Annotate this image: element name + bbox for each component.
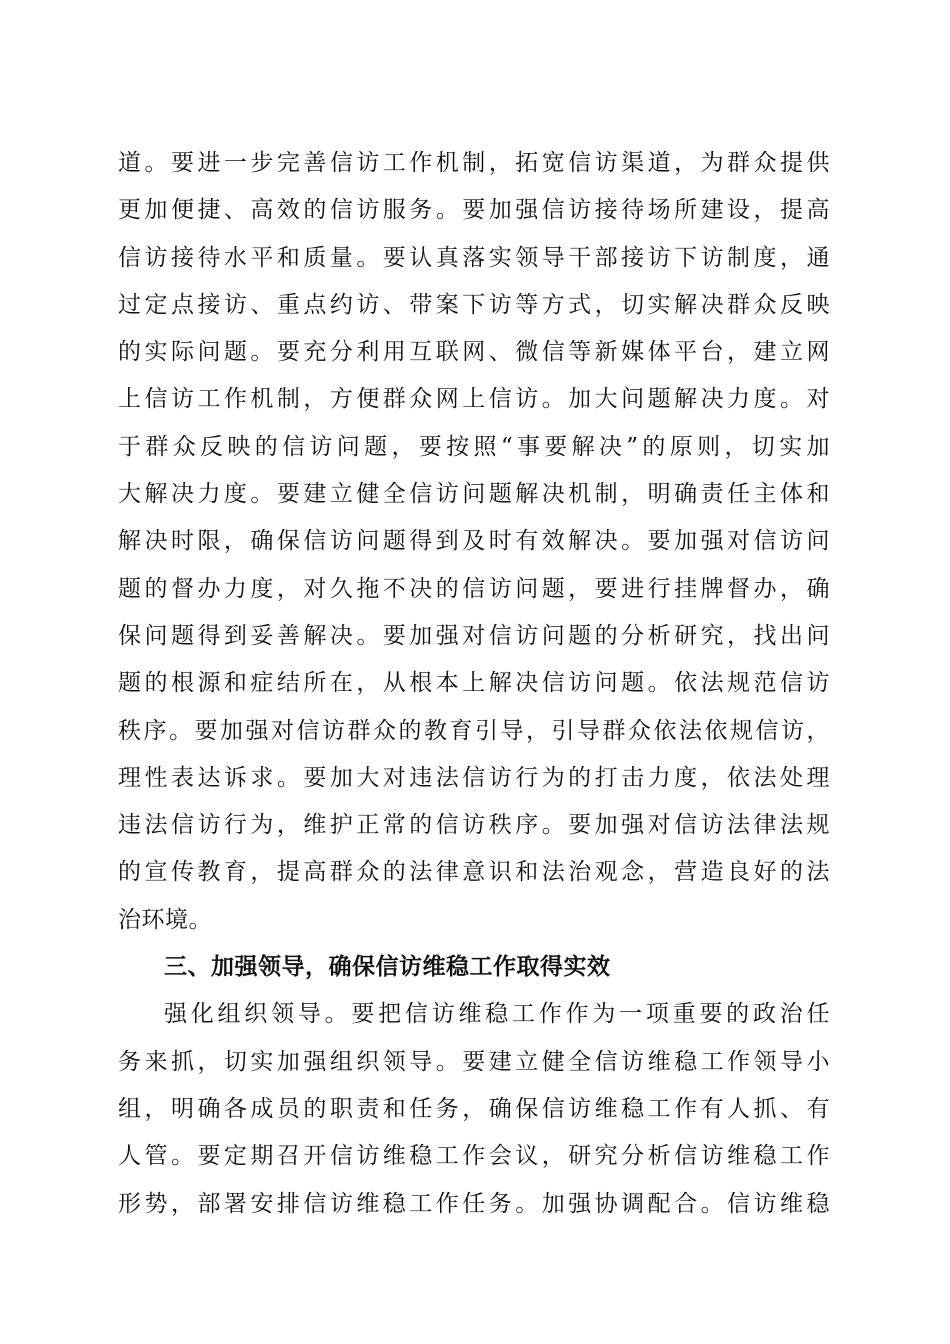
text-line: 强化组织领导。要把信访维稳工作作为一项重要的政治任 [164,1001,830,1028]
text-line: 解决时限，确保信访问题得到及时有效解决。要加强对信访问 [118,528,830,555]
text-line: 组，明确各成员的职责和任务，确保信访维稳工作有人抓、有 [118,1095,830,1122]
paragraph-1 [118,140,830,944]
section-heading: 三、加强领导，确保信访维稳工作取得实效 [164,954,611,981]
text-line: 保问题得到妥善解决。要加强对信访问题的分析研究，找出问 [118,622,830,649]
text-line: 于群众反映的信访问题，要按照“事要解决”的原则，切实加 [118,433,830,460]
text-line: 人管。要定期召开信访维稳工作会议，研究分析信访维稳工作 [118,1143,830,1170]
text-line: 秩序。要加强对信访群众的教育引导，引导群众依法依规信访， [118,717,830,744]
text-line: 务来抓，切实加强组织领导。要建立健全信访维稳工作领导小 [118,1048,830,1075]
text-line: 题的督办力度，对久拖不决的信访问题，要进行挂牌督办，确 [118,575,830,602]
text-line: 信访接待水平和质量。要认真落实领导干部接访下访制度，通 [118,244,830,271]
text-line: 治环境。 [118,906,212,933]
text-line: 的宣传教育，提高群众的法律意识和法治观念，营造良好的法 [118,859,830,886]
document-body [118,140,830,1228]
text-line: 理性表达诉求。要加大对违法信访行为的打击力度，依法处理 [118,764,830,791]
text-line: 违法信访行为，维护正常的信访秩序。要加强对信访法律法规 [118,812,830,839]
text-line: 更加便捷、高效的信访服务。要加强信访接待场所建设，提高 [118,197,830,224]
text-line: 上信访工作机制，方便群众网上信访。加大问题解决力度。对 [118,386,830,413]
paragraph-2 [118,991,830,1227]
text-line: 题的根源和症结所在，从根本上解决信访问题。依法规范信访 [118,670,830,697]
text-line: 道。要进一步完善信访工作机制，拓宽信访渠道，为群众提供 [118,150,830,176]
text-line: 形势，部署安排信访维稳工作任务。加强协调配合。信访维稳 [118,1190,830,1217]
text-line: 过定点接访、重点约访、带案下访等方式，切实解决群众反映 [118,291,830,318]
text-line: 大解决力度。要建立健全信访问题解决机制，明确责任主体和 [118,481,830,508]
text-line: 的实际问题。要充分利用互联网、微信等新媒体平台，建立网 [118,339,830,366]
